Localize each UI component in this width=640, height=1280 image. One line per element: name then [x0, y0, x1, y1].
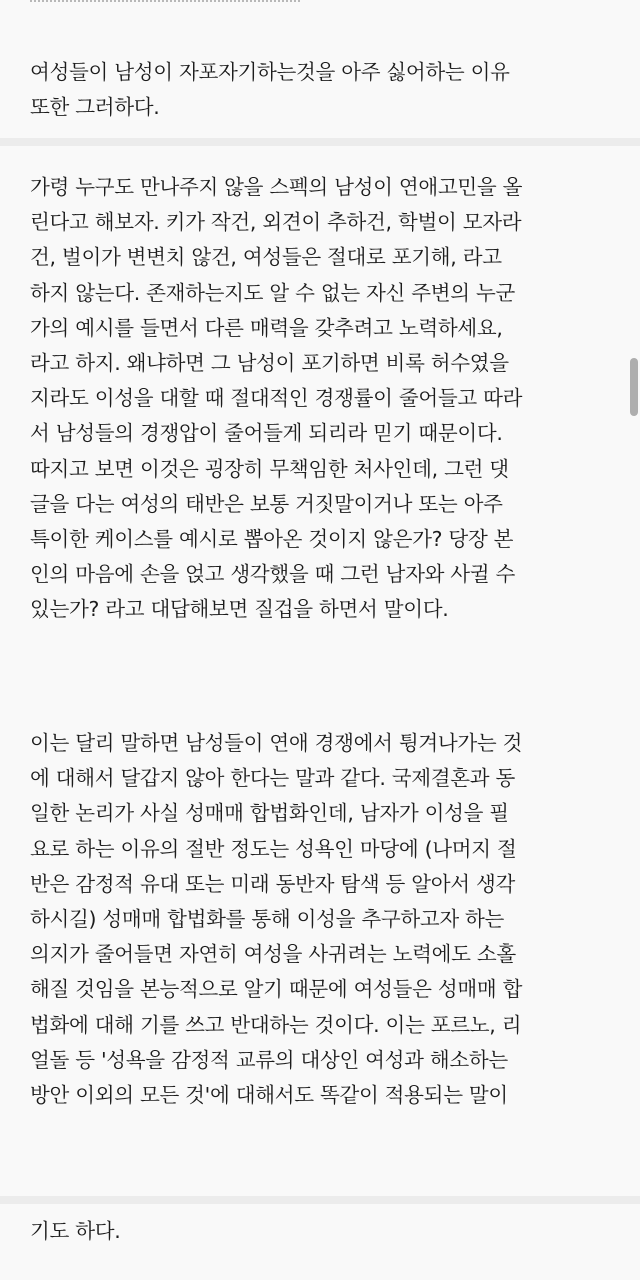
cropped-previous-line — [30, 0, 300, 7]
main-text-section — [0, 146, 640, 1196]
text-line: 린다고 해보자. 키가 작건, 외견이 추하건, 학벌이 모자라 — [30, 210, 522, 235]
text-line: 글을 다는 여성의 태반은 보통 거짓말이거나 또는 아주 — [30, 491, 503, 516]
text-line: 또한 그러하다. — [30, 95, 160, 120]
text-line: 법화에 대해 기를 쓰고 반대하는 것이다. 이는 포르노, 리 — [30, 1012, 522, 1037]
text-line: 기도 하다. — [30, 1219, 121, 1243]
paragraph-3 — [30, 726, 622, 1113]
paragraph-2 — [30, 170, 622, 628]
text-line: 하시길) 성매매 합법화를 통해 이성을 추구하고자 하는 — [30, 907, 505, 932]
text-line: 가령 누구도 만나주지 않을 스펙의 남성이 연애고민을 올 — [30, 175, 523, 199]
top-text-section — [0, 0, 640, 138]
text-line: 가의 예시를 들면서 다른 매력을 갖추려고 노력하세요, — [30, 315, 503, 340]
text-line: 여성들이 남성이 자포자기하는것을 아주 싫어하는 이유 — [30, 60, 510, 84]
text-line: 하지 않는다. 존재하는지도 알 수 없는 자신 주변의 누군 — [30, 280, 516, 305]
text-line: 방안 이외의 모든 것'에 대해서도 똑같이 적용되는 말이 — [30, 1083, 508, 1108]
scrollbar-thumb[interactable] — [630, 358, 638, 416]
text-line: 이는 달리 말하면 남성들이 연애 경쟁에서 튕겨나가는 것 — [30, 731, 523, 755]
text-line: 일한 논리가 사실 성매매 합법화인데, 남자가 이성을 필 — [30, 801, 509, 826]
bottom-text-section — [0, 1204, 640, 1280]
text-line: 반은 감정적 유대 또는 미래 동반자 탐색 등 알아서 생각 — [30, 871, 516, 896]
text-line: 요로 하는 이유의 절반 정도는 성욕인 마당에 (나머지 절 — [30, 836, 517, 861]
text-line: 지라도 이성을 대할 때 절대적인 경쟁률이 줄어들고 따라 — [30, 386, 523, 411]
paragraph-1 — [30, 55, 622, 125]
text-line: 에 대해서 달갑지 않아 한다는 말과 같다. 국제결혼과 동 — [30, 766, 516, 791]
text-line: 인의 마음에 손을 얹고 생각했을 때 그런 남자와 사귈 수 — [30, 562, 516, 587]
text-line: 라고 하지. 왜냐하면 그 남성이 포기하면 비록 허수였을 — [30, 351, 509, 376]
text-line: 해질 것임을 본능적으로 알기 때문에 여성들은 성매매 합 — [30, 977, 523, 1002]
text-line: 특이한 케이스를 예시로 뽑아온 것이지 않은가? 당장 본 — [30, 527, 514, 552]
text-line: 있는가? 라고 대답해보면 질겁을 하면서 말이다. — [30, 597, 449, 622]
text-line: 따지고 보면 이것은 굉장히 무책임한 처사인데, 그런 댓 — [30, 456, 509, 481]
text-line: 서 남성들의 경쟁압이 줄어들게 되리라 믿기 때문이다. — [30, 421, 503, 446]
paragraph-4 — [30, 1214, 622, 1249]
text-line: 얼돌 등 '성욕을 감정적 교류의 대상인 여성과 해소하는 — [30, 1047, 508, 1072]
text-line: 의지가 줄어들면 자연히 여성을 사귀려는 노력에도 소홀 — [30, 942, 516, 967]
text-line: 건, 벌이가 변변치 않건, 여성들은 절대로 포기해, 라고 — [30, 245, 502, 270]
